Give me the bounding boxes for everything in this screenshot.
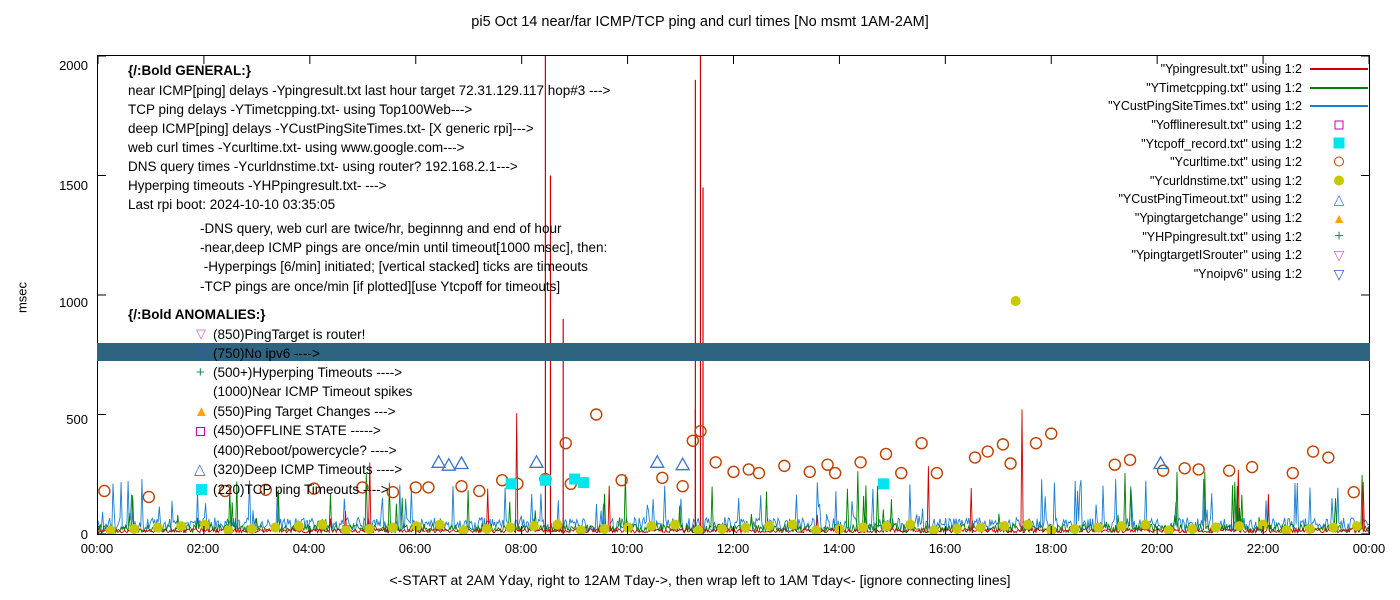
note-line-1: TCP ping delays -YTimetcpping.txt- using Top100Web---> — [128, 102, 473, 117]
legend-label-7: "YCustPingTimeout.txt" using 1:2 — [1118, 192, 1302, 207]
legend — [1038, 60, 1368, 283]
triangle-down-open-icon: ▽ — [196, 326, 206, 341]
legend-label-1: "YTimetcpping.txt" using 1:2 — [1146, 80, 1302, 95]
legend-row-7 — [1038, 190, 1368, 209]
legend-key-7 — [1310, 190, 1368, 208]
note-line-6: Last rpi boot: 2024-10-10 03:35:05 — [128, 197, 336, 212]
anomaly-label-7: (320)Deep ICMP Timeouts ----> — [213, 462, 403, 477]
plus-icon: + — [1334, 227, 1344, 245]
square-filled-icon — [196, 484, 207, 497]
x-tick-4: 08:00 — [504, 541, 538, 556]
triangle-filled-icon: ▲ — [194, 403, 209, 420]
legend-key-6 — [1310, 172, 1368, 190]
legend-label-4: "Ytcpoff_record.txt" using 1:2 — [1141, 136, 1302, 151]
x-tick-2: 04:00 — [292, 541, 326, 556]
circle-filled-icon — [1334, 174, 1344, 187]
x-tick-9: 18:00 — [1034, 541, 1068, 556]
legend-row-11 — [1038, 265, 1368, 284]
legend-row-3 — [1038, 116, 1368, 135]
legend-label-9: "YHPpingresult.txt" using 1:2 — [1142, 229, 1302, 244]
square-open-icon — [196, 425, 205, 438]
note-anomalies-header: {/:Bold ANOMALIES:} — [128, 307, 266, 322]
legend-row-5 — [1038, 153, 1368, 172]
circle-open-icon — [1334, 156, 1344, 169]
x-tick-3: 06:00 — [398, 541, 432, 556]
triangle-open-icon: △ — [1333, 191, 1345, 208]
legend-key-0 — [1310, 60, 1368, 78]
x-tick-6: 12:00 — [716, 541, 750, 556]
legend-key-4 — [1310, 135, 1368, 153]
legend-label-11: "Ynoipv6" using 1:2 — [1193, 266, 1302, 281]
y-axis-label: msec — [14, 281, 30, 314]
anomaly-label-8: (220)TCP ping Timeouts ----> — [213, 482, 389, 497]
legend-row-2 — [1038, 97, 1368, 116]
plus-icon: + — [196, 364, 205, 381]
anomaly-label-6: (400)Reboot/powercycle? ----> — [213, 443, 397, 458]
anomaly-label-1: (750)No ipv6 ----> — [213, 346, 320, 361]
note-indented-0: -DNS query, web curl are twice/hr, beginnng and end of hour — [200, 221, 562, 236]
legend-label-6: "Ycurldnstime.txt" using 1:2 — [1150, 173, 1302, 188]
legend-key-5 — [1310, 153, 1368, 171]
triangle-down-open2-icon: ▽ — [196, 345, 206, 360]
legend-row-8 — [1038, 209, 1368, 228]
legend-key-3 — [1310, 116, 1368, 134]
legend-label-0: "Ypingresult.txt" using 1:2 — [1160, 62, 1302, 77]
x-tick-12: 00:00 — [1352, 541, 1386, 556]
y-tick-1000: 1000 — [59, 295, 88, 310]
triangle-open-icon: △ — [194, 461, 206, 478]
legend-row-0 — [1038, 60, 1368, 79]
y-tick-1500: 1500 — [59, 178, 88, 193]
note-line-3: web curl times -Ycurltime.txt- using www.google.com---> — [128, 140, 465, 155]
x-tick-1: 02:00 — [186, 541, 220, 556]
note-line-2: deep ICMP[ping] delays -YCustPingSiteTimes.txt- [X generic rpi]---> — [128, 121, 534, 136]
x-tick-8: 16:00 — [928, 541, 962, 556]
legend-row-6 — [1038, 172, 1368, 191]
legend-key-11 — [1310, 265, 1368, 283]
anomaly-label-0: (850)PingTarget is router! — [213, 327, 366, 342]
note-indented-3: -TCP pings are once/min [if plotted][use Ytcpoff for timeouts] — [200, 279, 561, 294]
anomaly-label-4: (550)Ping Target Changes ---> — [213, 404, 396, 419]
legend-row-9 — [1038, 227, 1368, 246]
triangle-down-open-icon: ▽ — [1333, 247, 1345, 264]
legend-label-5: "Ycurltime.txt" using 1:2 — [1170, 155, 1302, 170]
x-tick-7: 14:00 — [822, 541, 856, 556]
x-axis-label: <-START at 2AM Yday, right to 12AM Tday->, then wrap left to 1AM Tday<- [ignore connecting lines] — [389, 572, 1011, 588]
x-tick-10: 20:00 — [1140, 541, 1174, 556]
legend-key-8 — [1310, 209, 1368, 227]
legend-label-10: "YpingtargetISrouter" using 1:2 — [1131, 248, 1302, 263]
anomaly-label-3: (1000)Near ICMP Timeout spikes — [213, 384, 413, 399]
note-indented-1: -near,deep ICMP pings are once/min until timeout[1000 msec], then: — [200, 240, 608, 255]
legend-key-1 — [1310, 79, 1368, 97]
note-line-0: near ICMP[ping] delays -Ypingresult.txt last hour target 72.31.129.117 hop#3 ---> — [128, 83, 611, 98]
legend-key-2 — [1310, 97, 1368, 115]
note-indented-2: -Hyperpings [6/min] initiated; [vertical stacked] ticks are timeouts — [200, 259, 588, 274]
note-line-4: DNS query times -Ycurldnstime.txt- using router? 192.168.2.1---> — [128, 159, 518, 174]
chart-title: pi5 Oct 14 near/far ICMP/TCP ping and curl times [No msmt 1AM-2AM] — [471, 14, 929, 30]
x-tick-5: 10:00 — [610, 541, 644, 556]
note-general-header: {/:Bold GENERAL:} — [128, 63, 251, 78]
square-filled-icon — [1334, 137, 1345, 150]
legend-key-9 — [1310, 228, 1368, 246]
legend-row-1 — [1038, 79, 1368, 98]
anomaly-label-2: (500+)Hyperping Timeouts ----> — [213, 365, 403, 380]
legend-label-8: "Ypingtargetchange" using 1:2 — [1134, 211, 1302, 226]
legend-row-10 — [1038, 246, 1368, 265]
x-tick-0: 00:00 — [80, 541, 114, 556]
y-tick-2000: 2000 — [59, 58, 88, 73]
triangle-filled-icon: ▲ — [1332, 210, 1346, 227]
legend-row-4 — [1038, 134, 1368, 153]
y-tick-500: 500 — [66, 412, 88, 427]
anomaly-label-5: (450)OFFLINE STATE -----> — [213, 423, 381, 438]
legend-label-2: "YCustPingSiteTimes.txt" using 1:2 — [1108, 99, 1302, 114]
square-open-icon — [1335, 119, 1344, 132]
legend-key-10 — [1310, 246, 1368, 264]
legend-label-3: "Yofflineresult.txt" using 1:2 — [1151, 118, 1302, 133]
note-line-5: Hyperping timeouts -YHPpingresult.txt- ---> — [128, 178, 387, 193]
x-tick-11: 22:00 — [1246, 541, 1280, 556]
y-tick-0: 0 — [80, 527, 88, 542]
triangle-down-open2-icon: ▽ — [1333, 265, 1345, 282]
